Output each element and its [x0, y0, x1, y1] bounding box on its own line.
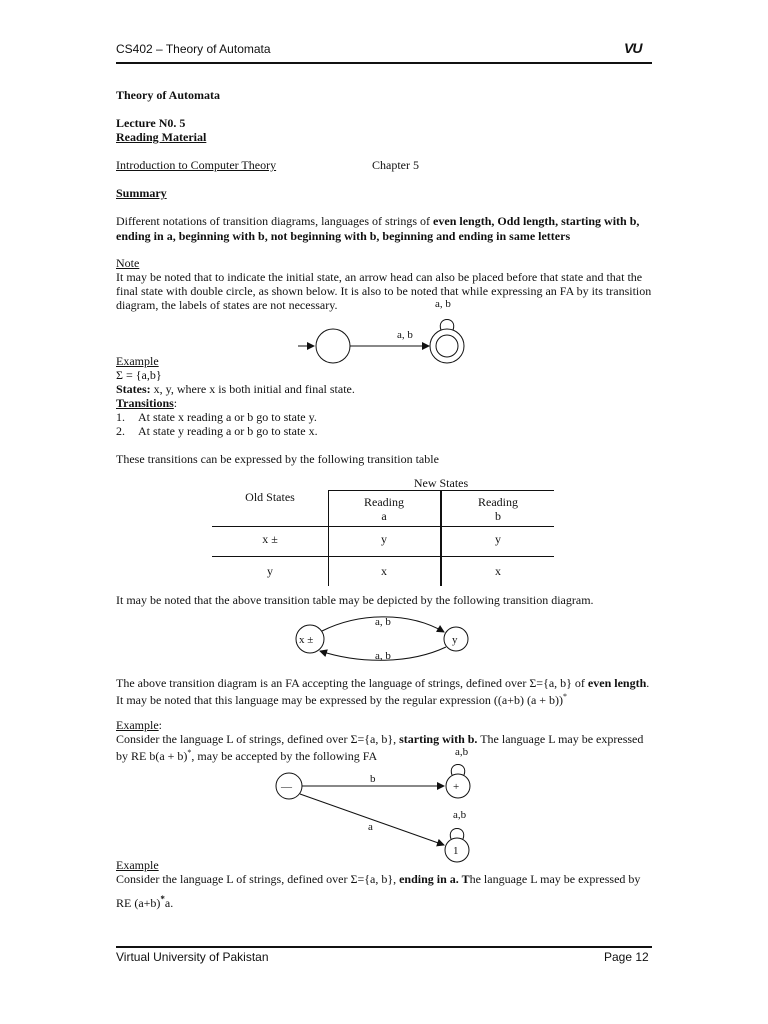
- transition-table: [212, 476, 554, 586]
- table-rule-row: [212, 556, 554, 557]
- example3-line-2: RE (a+b)*a.: [116, 894, 174, 910]
- example2-line-2: by RE b(a + b)*, may be accepted by the following FA: [116, 748, 378, 763]
- loop-dead: [450, 829, 463, 840]
- edge-top-label: a, b: [375, 616, 391, 628]
- note-line-2: final state with double circle, as shown below. It is also to be noted that while expressing an FA by its transition: [116, 284, 652, 298]
- transition-item-2: 2. At state y reading a or b go to state x.: [116, 424, 318, 438]
- row2-b: x: [495, 564, 501, 578]
- row1-state: x ±: [262, 532, 278, 546]
- chapter-label: Chapter 5: [372, 158, 419, 172]
- state-initial: [316, 329, 350, 363]
- note-heading: Note: [116, 256, 140, 270]
- table-intro: These transitions can be expressed by the following transition table: [116, 452, 439, 466]
- state-final-label: +: [453, 781, 460, 793]
- table-rule-header: [212, 526, 554, 527]
- old-states-header: Old States: [245, 490, 295, 504]
- vu-logo: VU: [624, 40, 642, 56]
- state-final-inner: [436, 335, 458, 357]
- conclusion-line-2: It may be noted that this language may be expressed by the regular expression ((a+b) (a + b))*: [116, 692, 568, 707]
- reading-material-heading: Reading Material: [116, 130, 207, 144]
- state-start-label: —: [281, 781, 292, 793]
- row1-b: y: [495, 532, 501, 546]
- sigma-definition: Σ = {a,b}: [116, 368, 162, 382]
- summary-line-1: Different notations of transition diagrams, languages of strings of even length, Odd length, starting with b,: [116, 214, 640, 228]
- edge-a-label: a: [368, 821, 373, 833]
- footer-rule: [116, 946, 652, 948]
- edge-bottom-label: a, b: [375, 650, 391, 662]
- edge-b-label: b: [370, 773, 376, 785]
- loop-final-label: a,b: [455, 746, 469, 758]
- note-line-1: It may be noted that to indicate the initial state, an arrow head can also be placed before that state and that the: [116, 270, 643, 284]
- state-final-outer: [430, 329, 464, 363]
- starting-with-b-diagram: [0, 740, 768, 860]
- state-y-label: y: [452, 634, 458, 646]
- note-line-3: diagram, the labels of states are not necessary.: [116, 298, 338, 312]
- transition-item-1: 1. At state x reading a or b go to state y.: [116, 410, 317, 424]
- loop-label: a, b: [435, 298, 451, 310]
- page-title: Theory of Automata: [116, 88, 220, 102]
- xy-diagram: [0, 612, 768, 672]
- conclusion-line-1: The above transition diagram is an FA accepting the language of strings, defined over Σ={a, b} of even length.: [116, 676, 650, 690]
- row2-state: y: [267, 564, 273, 578]
- summary-heading: Summary: [116, 186, 167, 200]
- state-x-label: x ±: [299, 634, 314, 646]
- row2-a: x: [381, 564, 387, 578]
- after-table-text: It may be noted that the above transition table may be depicted by the following transition diagram.: [116, 593, 594, 607]
- example3-line-1: Consider the language L of strings, defined over Σ={a, b}, ending in a. The language L may be expressed by: [116, 872, 641, 886]
- row1-a: y: [381, 532, 387, 546]
- reading-b-header: Reading b: [478, 495, 518, 523]
- states-definition: States: x, y, where x is both initial and final state.: [116, 382, 355, 396]
- example1-heading: Example: [116, 354, 159, 368]
- loop-dead-label: a,b: [453, 809, 467, 821]
- page-number: Page 12: [604, 950, 649, 964]
- book-title: Introduction to Computer Theory: [116, 158, 277, 172]
- example2-line-1: Consider the language L of strings, defined over Σ={a, b}, starting with b. The language L may be expressed: [116, 732, 644, 746]
- footer-university: Virtual University of Pakistan: [116, 950, 269, 964]
- state-dead-label: 1: [453, 845, 459, 857]
- example3-heading: Example: [116, 858, 159, 872]
- summary-line-2: ending in a, beginning with b, not beginning with b, beginning and ending in same letters: [116, 229, 571, 243]
- self-loop: [440, 320, 453, 331]
- reading-a-header: Reading a: [364, 495, 404, 523]
- header-rule: [116, 62, 652, 64]
- edge-a: [300, 794, 444, 845]
- new-states-header: New States: [413, 476, 469, 490]
- loop-final: [451, 765, 464, 776]
- transitions-heading: Transitions:: [116, 396, 178, 410]
- header-course-title: CS402 – Theory of Automata: [116, 42, 271, 56]
- edge-label: a, b: [397, 329, 413, 341]
- example2-heading: Example:: [116, 718, 162, 732]
- lecture-number: Lecture N0. 5: [116, 116, 186, 130]
